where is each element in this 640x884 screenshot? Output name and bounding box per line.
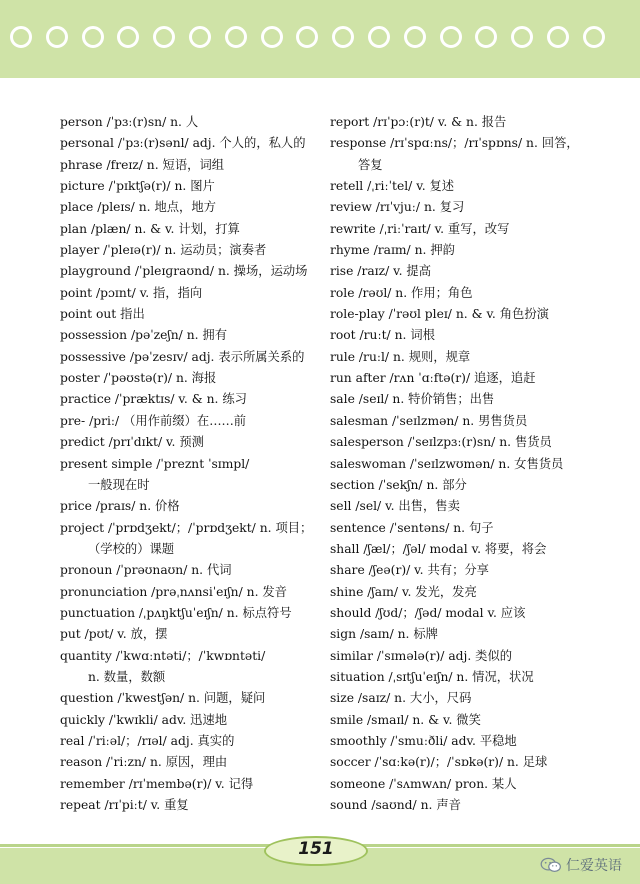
vocabulary-entry: playground /ˈpleɪɡraʊnd/ n. 操场，运动场 [60, 264, 308, 279]
decorative-circle [225, 26, 247, 48]
vocabulary-entry: someone /ˈsʌmwʌn/ pron. 某人 [330, 776, 517, 791]
vocabulary-entry: phrase /freɪz/ n. 短语，词组 [60, 157, 225, 172]
vocabulary-entry: smoothly /ˈsmuːðli/ adv. 平稳地 [330, 733, 517, 748]
vocabulary-entry: saleswoman /ˈseɪlzwʊmən/ n. 女售货员 [330, 456, 564, 471]
vocabulary-entry: sell /sel/ v. 出售，售卖 [330, 499, 460, 514]
vocabulary-entry: plan /plæn/ n. & v. 计划，打算 [60, 221, 240, 236]
vocabulary-entry-continuation: （学校的）课题 [88, 541, 175, 556]
wechat-icon [540, 857, 562, 873]
vocabulary-entry: sound /saʊnd/ n. 声音 [330, 798, 461, 812]
vocabulary-entry: quickly /ˈkwɪkli/ adv. 迅速地 [60, 712, 228, 727]
vocabulary-entry-continuation: 答复 [358, 157, 383, 172]
vocabulary-entry: rewrite /ˌriːˈraɪt/ v. 重写，改写 [330, 221, 510, 236]
vocabulary-entry: point out 指出 [60, 307, 145, 322]
vocabulary-entry: possessive /pəˈzesɪv/ adj. 表示所属关系的 [60, 349, 305, 364]
vocabulary-entry: rhyme /raɪm/ n. 押韵 [330, 243, 455, 258]
vocabulary-entry: sign /saɪn/ n. 标牌 [330, 627, 438, 642]
vocabulary-entry: player /ˈpleɪə(r)/ n. 运动员；演奏者 [60, 243, 267, 258]
decorative-circle [404, 26, 426, 48]
vocabulary-entry: repeat /rɪˈpiːt/ v. 重复 [60, 798, 189, 812]
decorative-circle [296, 26, 318, 48]
vocabulary-entry: present simple /ˈpreznt ˈsɪmpl/ [60, 456, 250, 471]
vocabulary-entry: smile /smaɪl/ n. & v. 微笑 [330, 712, 481, 727]
vocabulary-entry: pronunciation /prəˌnʌnsiˈeɪʃn/ n. 发音 [60, 584, 287, 599]
vocabulary-entry: situation /ˌsɪtʃuˈeɪʃn/ n. 情况，状况 [330, 669, 534, 684]
decorative-circle [10, 26, 32, 48]
vocabulary-entry: report /rɪˈpɔː(r)t/ v. & n. 报告 [330, 115, 507, 129]
decorative-circle [153, 26, 175, 48]
decorative-circle-row [0, 26, 640, 56]
decorative-circle [117, 26, 139, 48]
decorative-circle [440, 26, 462, 48]
vocabulary-entry: remember /rɪˈmembə(r)/ v. 记得 [60, 776, 254, 791]
vocabulary-entry: shine /ʃaɪn/ v. 发光，发亮 [330, 584, 477, 599]
vocabulary-entry: run after /rʌn ˈɑːftə(r)/ 追逐，追赶 [330, 371, 536, 386]
vocabulary-entry: response /rɪˈspɑːns/；/rɪˈspɒns/ n. 回答， [330, 136, 579, 151]
vocabulary-entry: role /rəʊl/ n. 作用；角色 [330, 285, 473, 300]
decorative-circle [82, 26, 104, 48]
decorative-circle [475, 26, 497, 48]
vocabulary-column-left [60, 112, 322, 816]
vocabulary-entry: rule /ruːl/ n. 规则，规章 [330, 349, 471, 364]
watermark [540, 854, 622, 876]
vocabulary-entry: person /ˈpɜː(r)sn/ n. 人 [60, 115, 199, 129]
vocabulary-entry: reason /ˈriːzn/ n. 原因，理由 [60, 755, 228, 770]
vocabulary-entry: role-play /ˈrəʊl pleɪ/ n. & v. 角色扮演 [330, 307, 549, 322]
vocabulary-entry: rise /raɪz/ v. 提高 [330, 264, 432, 279]
vocabulary-entry: predict /prɪˈdɪkt/ v. 预测 [60, 435, 204, 450]
page-number: 151 [298, 839, 334, 859]
vocabulary-entry: salesperson /ˈseɪlzpɜː(r)sn/ n. 售货员 [330, 435, 552, 450]
decorative-circle [583, 26, 605, 48]
decorative-circle [511, 26, 533, 48]
vocabulary-entry: pre- /priː/ （用作前缀）在……前 [60, 413, 247, 428]
watermark-text: 仁爱英语 [566, 858, 622, 874]
vocabulary-entry: poster /ˈpəʊstə(r)/ n. 海报 [60, 371, 217, 386]
vocabulary-entry: soccer /ˈsɑːkə(r)/；/ˈsɒkə(r)/ n. 足球 [330, 755, 548, 770]
vocabulary-entry: similar /ˈsɪmələ(r)/ adj. 类似的 [330, 648, 513, 663]
vocabulary-entry: should /ʃʊd/；/ʃəd/ modal v. 应该 [330, 605, 526, 620]
vocabulary-entry: shall /ʃæl/；/ʃəl/ modal v. 将要，将会 [330, 541, 547, 556]
vocabulary-entry: sale /seɪl/ n. 特价销售；出售 [330, 392, 495, 407]
vocabulary-entry: possession /pəˈzeʃn/ n. 拥有 [60, 328, 228, 343]
vocabulary-entry: share /ʃeə(r)/ v. 共有；分享 [330, 563, 489, 578]
vocabulary-entry: salesman /ˈseɪlzmən/ n. 男售货员 [330, 413, 528, 428]
vocabulary-entry: point /pɔɪnt/ v. 指，指向 [60, 285, 203, 300]
vocabulary-entry-continuation: 一般现在时 [88, 477, 150, 492]
vocabulary-entry: price /praɪs/ n. 价格 [60, 499, 180, 514]
vocabulary-entry: review /rɪˈvjuː/ n. 复习 [330, 200, 465, 215]
vocabulary-entry: size /saɪz/ n. 大小，尺码 [330, 691, 472, 706]
vocabulary-entry: root /ruːt/ n. 词根 [330, 328, 435, 343]
decorative-circle [46, 26, 68, 48]
vocabulary-entry: project /ˈprɒdʒekt/；/ˈprɒdʒekt/ n. 项目； [60, 520, 313, 535]
vocabulary-entry: quantity /ˈkwɑːntəti/；/ˈkwɒntəti/ [60, 648, 266, 663]
decorative-circle [332, 26, 354, 48]
vocabulary-entry: retell /ˌriːˈtel/ v. 复述 [330, 179, 455, 194]
decorative-circle [261, 26, 283, 48]
vocabulary-entry: real /ˈriːəl/；/rɪəl/ adj. 真实的 [60, 733, 235, 748]
vocabulary-entry: section /ˈsekʃn/ n. 部分 [330, 477, 467, 492]
decorative-circle [547, 26, 569, 48]
vocabulary-entry: place /pleɪs/ n. 地点，地方 [60, 200, 216, 215]
vocabulary-entry: picture /ˈpɪktʃə(r)/ n. 图片 [60, 179, 215, 194]
vocabulary-column-right [330, 112, 622, 816]
vocabulary-entry: put /pʊt/ v. 放，摆 [60, 627, 168, 642]
vocabulary-entry-continuation: n. 数量，数额 [88, 669, 166, 684]
vocabulary-entry: question /ˈkwestʃən/ n. 问题，疑问 [60, 691, 266, 706]
decorative-circle [189, 26, 211, 48]
vocabulary-entry: punctuation /ˌpʌŋktʃuˈeɪʃn/ n. 标点符号 [60, 605, 292, 620]
decorative-circle [368, 26, 390, 48]
header-band [0, 0, 640, 78]
vocabulary-entry: personal /ˈpɜː(r)sənl/ adj. 个人的，私人的 [60, 136, 306, 151]
vocabulary-entry: practice /ˈpræktɪs/ v. & n. 练习 [60, 392, 247, 407]
vocabulary-entry: sentence /ˈsentəns/ n. 句子 [330, 520, 494, 535]
vocabulary-entry: pronoun /ˈprəʊnaʊn/ n. 代词 [60, 563, 232, 578]
